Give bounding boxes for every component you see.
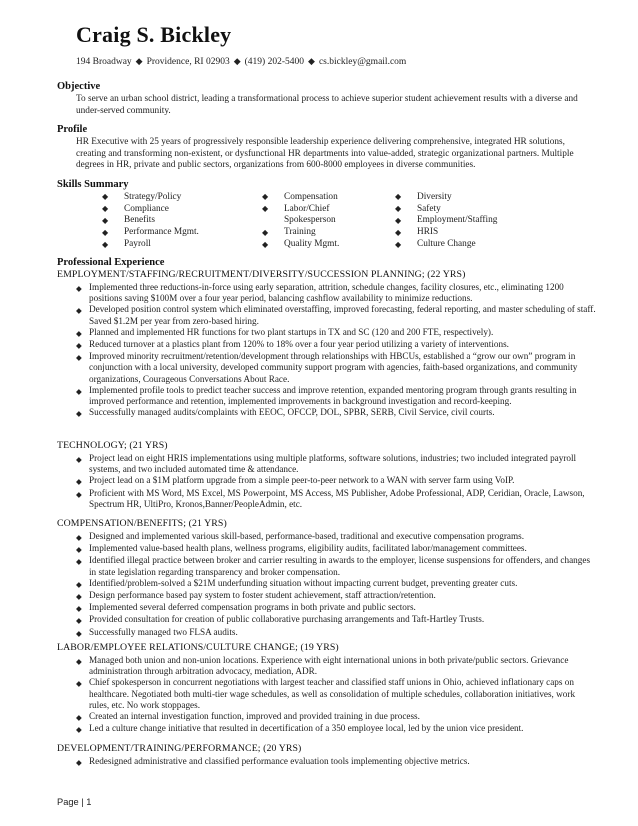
experience-bullet [76,407,596,419]
bullet-text: Project lead on eight HRIS implementations using multiple platforms, software solutions, industries; two included integrated payroll systems, and two included automated time & attendance. [89,453,577,475]
skill-item [262,191,339,203]
diamond-icon: ◆ [76,545,82,555]
diamond-icon: ◆ [76,725,82,735]
experience-bullet [76,602,596,614]
bullet-text: Led a culture change initiative that resulted in decertification of a 350 employee local, led by the union vice president. [89,723,524,734]
diamond-icon: ◆ [76,592,82,602]
contact-line [76,56,406,67]
diamond-icon: ◆ [102,204,109,214]
skill-label: Safety [417,203,441,214]
skills-column [395,191,497,250]
diamond-icon: ◆ [262,204,269,214]
diamond-icon: ◆ [262,192,269,202]
bullet-text: Reduced turnover at a plastics plant from 120% to 18% over a four year period utilizing a variety of interventions. [89,339,509,350]
diamond-icon: ◆ [76,306,82,316]
bullet-text: Redesigned administrative and classified performance evaluation tools implementing objective metrics. [89,756,470,766]
experience-bullet [76,711,596,723]
diamond-icon: ◆ [395,192,402,202]
bullet-text: Implemented several deferred compensation programs in both private and public sectors. [89,602,416,613]
experience-bullet [76,304,596,326]
diamond-icon: ◆ [395,239,402,249]
experience-list [76,282,596,419]
skill-label: Performance Mgmt. [124,227,199,238]
skill-label: Spokesperson [284,215,336,226]
experience-subheading: EMPLOYMENT/STAFFING/RECRUITMENT/DIVERSITY/SUCCESSION PLANNING; (22 YRS) [57,269,466,280]
experience-subheading: LABOR/EMPLOYEE RELATIONS/CULTURE CHANGE; (19 YRS) [57,642,339,653]
objective-text: To serve an urban school district, leading a transformational process to achieve superior student achievement results with a diverse and under-served community. [76,94,578,116]
experience-bullet [76,677,596,711]
skill-item [102,215,199,227]
skill-label: Quality Mgmt. [284,239,340,250]
diamond-icon: ◆ [76,628,82,638]
bullet-text: Managed both union and non-union locations. Experience with eight international unions in both private/public sectors. Grievance administration through arbitration advocacy, mediation, ADR. [89,655,569,677]
experience-subheading: TECHNOLOGY; (21 YRS) [57,440,168,451]
experience-bullet [76,578,596,590]
skill-item [102,238,199,250]
diamond-icon: ◆ [395,227,402,237]
objective-heading: Objective [57,81,101,92]
bullet-text: Planned and implemented HR functions for two plant startups in TX and SC (120 and 200 FTE, respectively). [89,326,494,337]
diamond-icon: ◆ [76,489,82,499]
bullet-text: Proficient with MS Word, MS Excel, MS Powerpoint, MS Access, MS Publisher, Adobe Professional, ADP, Ceridian, Oracle, Lawson, Spectrum HR, UltiPro, Kronos,Banner/PeopleAdmin, etc. [89,487,585,509]
bullet-text: Improved minority recruitment/retention/development through relationships with HBCUs, established a “grow our own” program in conjunction with a local university, developed community support program with agencies, faith-based organizations, and community organizations, Courageous Conversations About Race. [89,351,578,384]
skill-item [262,203,339,215]
diamond-icon: ◆ [76,616,82,626]
skills-grid [102,191,522,253]
skill-item [102,226,199,238]
experience-list [76,453,596,510]
experience-bullet [76,627,596,639]
skill-item [395,238,497,250]
experience-bullet [76,351,596,385]
diamond-icon: ◆ [135,56,143,66]
skill-item [262,238,339,250]
diamond-icon: ◆ [76,557,82,567]
experience-bullet [76,385,596,407]
skill-item [395,215,497,227]
experience-bullet [76,723,596,735]
bullet-text: Implemented value-based health plans, wellness programs, eligibility audits, facilitated labor/management committees. [89,543,527,554]
skill-label: Diversity [417,191,452,202]
skill-label: Compensation [284,191,338,202]
skills-column [262,191,339,250]
experience-bullet [76,339,596,351]
diamond-icon: ◆ [76,679,82,689]
diamond-icon: ◆ [76,657,82,666]
diamond-icon: ◆ [76,284,82,293]
diamond-icon: ◆ [102,239,109,249]
diamond-icon: ◆ [76,579,82,589]
candidate-name: Craig S. Bickley [76,22,232,47]
experience-bullet [76,531,596,543]
diamond-icon: ◆ [76,604,82,614]
diamond-icon: ◆ [76,328,82,338]
experience-list [76,655,596,735]
diamond-icon: ◆ [395,215,402,225]
experience-bullet [76,555,596,577]
bullet-text: Implemented profile tools to predict teacher success and improve retention, expanded mentoring program through grants resulting in improved performance and retention, implemented improvements in background investigation and record-keeping. [89,384,577,407]
diamond-icon: ◆ [76,713,82,723]
bullet-text: Project lead on a $1M platform upgrade from a simple peer-to-peer network to a WAN with server farm using VoIP. [89,475,515,486]
bullet-text: Successfully managed audits/complaints with EEOC, OFCCP, DOL, SPBR, SERB, Civil Service, civil courts. [89,407,495,418]
diamond-icon: ◆ [76,353,82,363]
skill-item [395,226,497,238]
bullet-text: Chief spokesperson in concurrent negotiations with largest teacher and classified staff unions in Ohio, achieved inflationary caps on healthcare. Negotiated both multi-tier wage schedules, as well as consolidation of multiple schedules, collaboration initiatives, work rules, etc. No work stoppages. [89,677,576,710]
experience-bullet [76,543,596,555]
skill-label: Benefits [124,215,155,226]
bullet-text: Provided consultation for creation of public collaborative purchasing arrangements and Taft-Hartley Trusts. [89,614,485,625]
skills-column [102,191,199,250]
experience-bullet [76,655,596,677]
skill-item [395,191,497,203]
skill-item [102,203,199,215]
skill-item [102,191,199,203]
experience-bullet [76,756,596,768]
skill-item [262,226,339,238]
diamond-icon: ◆ [262,227,269,237]
experience-subheading: COMPENSATION/BENEFITS; (21 YRS) [57,518,227,529]
contact-email: cs.bickley@gmail.com [318,57,407,67]
skill-label: Payroll [124,239,151,250]
experience-list [76,531,596,639]
skill-label: Employment/Staffing [417,215,498,226]
contact-phone: (419) 202-5400 [244,57,305,67]
diamond-icon: ◆ [76,455,82,464]
skill-label: Culture Change [417,239,476,250]
diamond-icon: ◆ [102,215,109,225]
bullet-text: Created an internal investigation function, improved and provided training in due process. [89,711,420,722]
diamond-icon: ◆ [76,758,82,767]
profile-heading: Profile [57,124,88,135]
bullet-text: Identified/problem-solved a $21M underfunding situation without impacting current budget, preventing greater cuts. [89,577,518,588]
diamond-icon: ◆ [76,386,82,396]
skill-label: Strategy/Policy [124,191,182,202]
bullet-text: Designed and implemented various skill-based, performance-based, traditional and executive compensation programs. [89,531,524,541]
profile-text: HR Executive with 25 years of progressively responsible leadership experience delivering comprehensive, integrated HR solutions, creating and transforming non-existent, or dysfunctional HR departments into value-added, strategic organizational partners. Multiple degrees in HR, private and public sectors, organizations from 600-8000 employees in diverse communities. [76,137,574,170]
experience-bullet [76,614,596,626]
bullet-text: Implemented three reductions-in-force using early separation, attrition, schedule changes, facility closures, etc., eliminating 1200 positions saving $100M over a four year period, balancing cashflow availability to minimize reductions. [89,282,564,304]
experience-bullet [76,488,596,510]
experience-bullet [76,327,596,339]
experience-bullet [76,475,596,487]
diamond-icon: ◆ [395,204,402,214]
skills-heading: Skills Summary [57,179,129,190]
contact-address: 194 Broadway [76,57,132,67]
experience-bullet [76,590,596,602]
experience-subheading: DEVELOPMENT/TRAINING/PERFORMANCE; (20 YRS) [57,743,302,754]
diamond-icon: ◆ [102,192,109,202]
page-number: Page | 1 [57,797,92,807]
bullet-text: Successfully managed two FLSA audits. [89,626,238,637]
bullet-text: Identified illegal practice between broker and carrier resulting in awards to the employer, license suspensions for offenders, and changes in state legislation regarding transparency and broker compensation. [89,555,591,577]
diamond-icon: ◆ [76,533,82,542]
skill-item [262,215,339,227]
experience-list [76,756,596,768]
skill-label: Training [284,227,316,238]
bullet-text: Design performance based pay system to foster student achievement, staff attraction/retention. [89,590,436,601]
diamond-icon: ◆ [233,56,241,66]
diamond-icon: ◆ [76,409,82,419]
diamond-icon: ◆ [76,341,82,351]
experience-bullet [76,453,596,475]
skill-label: Compliance [124,203,169,214]
experience-bullet [76,282,596,304]
contact-city: Providence, RI 02903 [146,57,230,67]
skill-label: Labor/Chief [284,203,330,214]
diamond-icon: ◆ [76,477,82,487]
bullet-text: Developed position control system which eliminated overstaffing, improved forecasting, federal reporting, and master scheduling of staff. Saved $1.2M per year from zero-based hiring. [89,304,596,326]
experience-heading: Professional Experience [57,257,165,268]
diamond-icon: ◆ [262,239,269,249]
diamond-icon: ◆ [102,227,109,237]
skill-item [395,203,497,215]
skill-label: HRIS [417,227,439,238]
diamond-icon: ◆ [308,56,315,66]
